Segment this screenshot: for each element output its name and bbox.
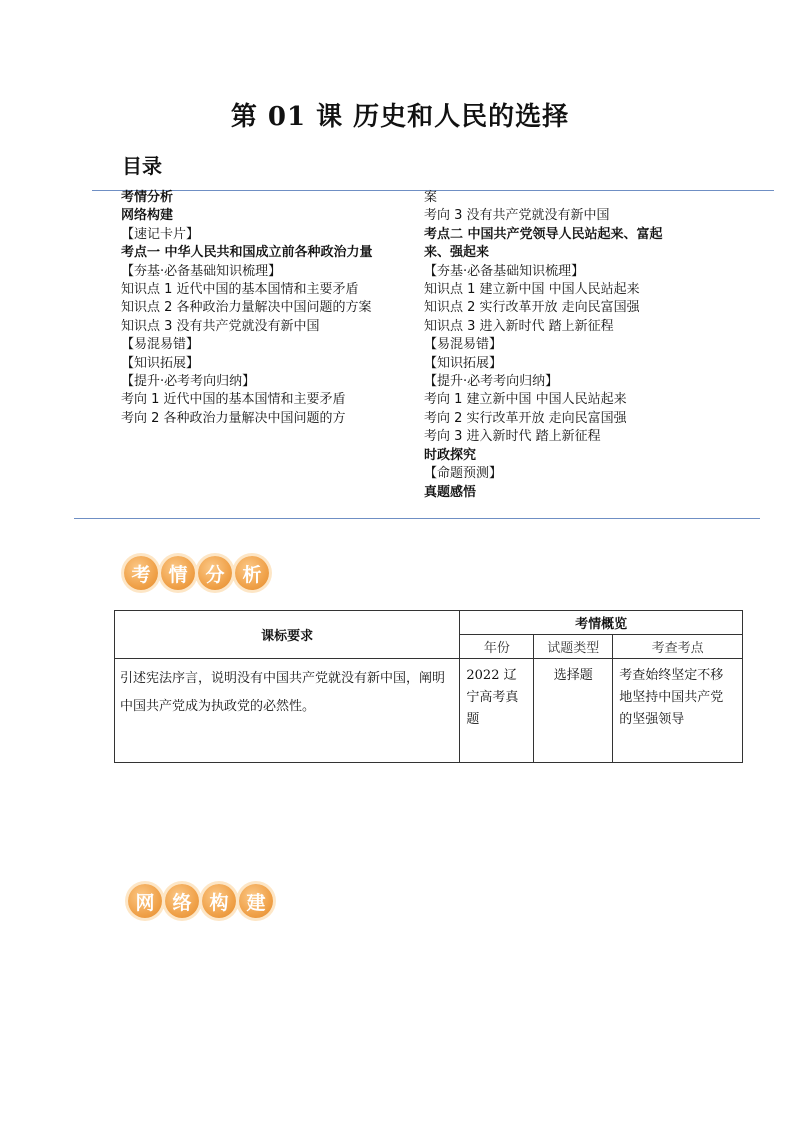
header-type: 试题类型 <box>534 635 613 659</box>
toc-item[interactable]: 知识点 1 建立新中国 中国人民站起来 <box>424 282 640 298</box>
badge-char: 析 <box>235 556 269 590</box>
toc-item[interactable]: 【提升·必考考向归纳】 <box>424 374 559 390</box>
type-cell: 选择题 <box>534 659 613 763</box>
toc-item[interactable]: 知识点 2 各种政治力量解决中国问题的方案 <box>121 300 372 316</box>
toc-item[interactable]: 【命题预测】 <box>424 466 503 482</box>
point-cell: 考查始终坚定不移地坚持中国共产党的坚强领导 <box>613 659 743 763</box>
badge-char: 络 <box>165 884 199 918</box>
badge-char: 构 <box>202 884 236 918</box>
toc-bottom-rule <box>74 518 760 519</box>
toc-item[interactable]: 知识点 3 没有共产党就没有新中国 <box>121 318 320 334</box>
badge-char: 建 <box>239 884 273 918</box>
year-cell: 2022 辽宁高考真题 <box>460 659 534 763</box>
toc-item[interactable]: 考向 1 近代中国的基本国情和主要矛盾 <box>121 392 346 408</box>
toc-heading: 目录 <box>122 154 162 178</box>
header-requirement: 课标要求 <box>115 611 460 659</box>
toc-item[interactable]: 考向 2 实行改革开放 走向民富国强 <box>424 410 627 426</box>
toc-item[interactable]: 【易混易错】 <box>424 337 503 353</box>
badge-char: 网 <box>128 884 162 918</box>
toc-right-column <box>424 189 686 502</box>
toc-item[interactable]: 案 <box>424 190 438 205</box>
badge-char: 分 <box>198 556 232 590</box>
header-year: 年份 <box>460 635 534 659</box>
toc-item[interactable]: 【易混易错】 <box>121 337 200 353</box>
toc-item[interactable]: 【知识拓展】 <box>424 355 503 371</box>
toc-item[interactable]: 考向 1 建立新中国 中国人民站起来 <box>424 392 627 408</box>
toc-item[interactable]: 知识点 1 近代中国的基本国情和主要矛盾 <box>121 282 359 298</box>
requirement-cell: 引述宪法序言，说明没有中国共产党就没有新中国，阐明中国共产党成为执政党的必然性。 <box>115 659 460 763</box>
analysis-table <box>114 610 743 763</box>
section-badge-network <box>128 884 273 918</box>
toc-item[interactable]: 真题感悟 <box>424 484 477 500</box>
toc-item[interactable]: 【知识拓展】 <box>121 355 200 371</box>
header-point: 考查考点 <box>613 635 743 659</box>
toc-item[interactable]: 考点一 中华人民共和国成立前各种政治力量 <box>121 245 373 261</box>
toc-item[interactable]: 考点二 中国共产党领导人民站起来、富起来、强起来 <box>424 226 663 261</box>
toc-item[interactable]: 【提升·必考考向归纳】 <box>121 374 256 390</box>
badge-char: 考 <box>124 556 158 590</box>
toc-item[interactable]: 考情分析 <box>121 190 174 205</box>
toc-item[interactable]: 【速记卡片】 <box>121 226 200 242</box>
toc-item[interactable]: 时政探究 <box>424 447 477 463</box>
toc-item[interactable]: 考向 3 没有共产党就没有新中国 <box>424 208 610 224</box>
toc-item[interactable]: 【夯基·必备基础知识梳理】 <box>121 263 282 279</box>
toc-item[interactable]: 网络构建 <box>121 208 174 224</box>
toc-item[interactable]: 【夯基·必备基础知识梳理】 <box>424 263 585 279</box>
toc-item[interactable]: 知识点 3 进入新时代 踏上新征程 <box>424 318 614 334</box>
header-overview: 考情概览 <box>460 611 743 635</box>
toc-left-column <box>121 189 383 428</box>
toc-item[interactable]: 考向 2 各种政治力量解决中国问题的方 <box>121 410 346 426</box>
page-title: 第 01 课 历史和人民的选择 <box>230 102 570 132</box>
toc-item[interactable]: 知识点 2 实行改革开放 走向民富国强 <box>424 300 640 316</box>
section-badge-analysis <box>124 556 269 590</box>
badge-char: 情 <box>161 556 195 590</box>
toc-item[interactable]: 考向 3 进入新时代 踏上新征程 <box>424 429 601 445</box>
